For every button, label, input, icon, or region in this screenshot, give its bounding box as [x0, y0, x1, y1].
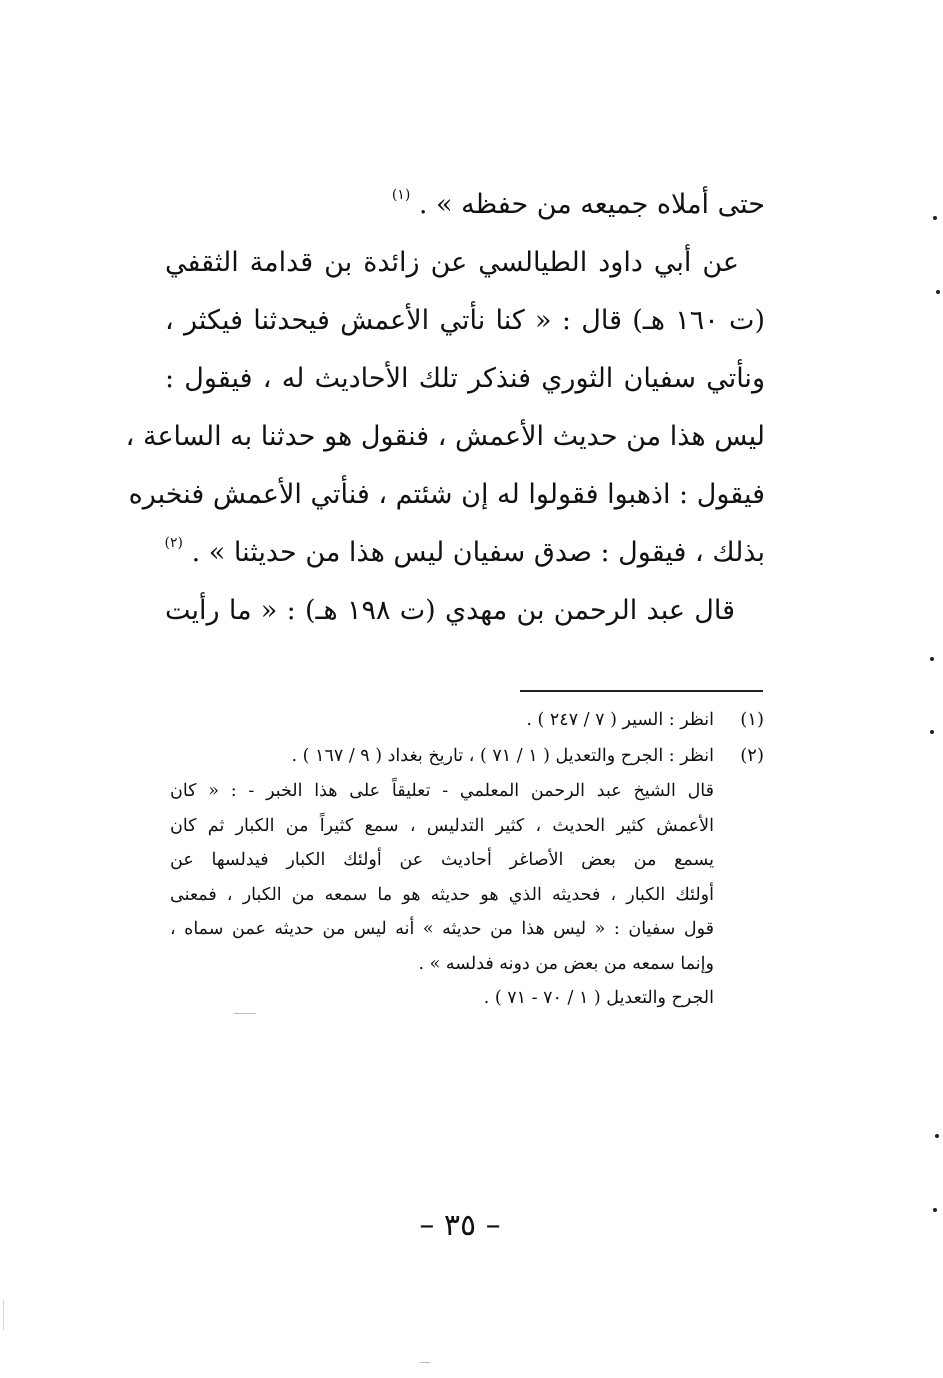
- footnote-line: انظر : الجرح والتعديل ( ١ / ٧١ ) ، تاريخ بغداد ( ٩ / ١٦٧ ) .: [291, 746, 714, 766]
- scan-artifact: [3, 1300, 4, 1330]
- footnote-ref-2: (٢): [164, 535, 183, 551]
- main-line-5: ليس هذا من حديث الأعمش ، فنقول هو حدثنا به الساعة ،: [125, 421, 765, 452]
- main-line-6: فيقول : اذهبوا فقولوا له إن شئتم ، فنأتي الأعمش فنخبره: [128, 479, 765, 510]
- page-number: – ٣٥ –: [419, 1208, 501, 1243]
- footnote-number: (١): [740, 709, 764, 730]
- footnote-line: الجرح والتعديل ( ١ / ٧٠ - ٧١ ) .: [483, 988, 714, 1008]
- footnote-1: [170, 702, 764, 738]
- footnote-line: يسمع من بعض الأصاغر أحاديث عن أولئك الكبار فيدلسها عن: [170, 850, 714, 870]
- footnote-2: [170, 738, 764, 1016]
- scan-speck: [936, 290, 940, 294]
- main-line-7: بذلك ، فيقول : صدق سفيان ليس هذا من حديثنا » . $^{(٢)}$: [164, 535, 765, 568]
- footnotes: [170, 702, 764, 1016]
- footnote-line: أولئك الكبار ، فحديثه الذي هو حديثه هو ما سمعه من الكبار ، فمعنى: [170, 884, 714, 905]
- footnote-line: وإنما سمعه من بعض من دونه فدلسه » .: [418, 953, 714, 974]
- main-line-4: ونأتي سفيان الثوري فنذكر تلك الأحاديث له ، فيقول :: [165, 363, 765, 394]
- footnote-line: قال الشيخ عبد الرحمن المعلمي - تعليقاً على هذا الخبر - : « كان: [170, 781, 714, 801]
- main-line-3: (ت ١٦٠ هـ) قال : « كنا نأتي الأعمش فيحدثنا فيكثر ،: [165, 305, 765, 336]
- scan-speck: [930, 730, 934, 734]
- scan-artifact: [234, 1013, 256, 1014]
- scan-speck: [930, 657, 934, 661]
- scan-artifact: [420, 1362, 430, 1363]
- footnote-number: (٢): [740, 745, 764, 766]
- footnote-body: [170, 702, 724, 738]
- footnote-separator: [520, 690, 763, 692]
- footnote-line: انظر : السير ( ٧ / ٢٤٧ ) .: [526, 710, 714, 730]
- main-text: [125, 176, 765, 640]
- footnote-body: [170, 738, 724, 1016]
- main-line-8: قال عبد الرحمن بن مهدي (ت ١٩٨ هـ) : « ما رأيت: [165, 595, 735, 626]
- main-line-1: حتى أملاه جميعه من حفظه » . $^{(١)}$: [391, 187, 765, 220]
- scan-speck: [933, 1208, 937, 1212]
- footnote-ref-1: (١): [391, 187, 411, 203]
- footnote-line: قول سفيان : « ليس هذا من حديثه » أنه ليس من حديثه عمن سماه ،: [170, 919, 714, 939]
- main-line-2: عن أبي داود الطيالسي عن زائدة بن قدامة الثقفي: [165, 247, 739, 278]
- footnote-line: الأعمش كثير الحديث ، كثير التدليس ، سمع كثيراً من الكبار ثم كان: [170, 815, 714, 836]
- scan-speck: [933, 216, 937, 220]
- scan-speck: [935, 1134, 939, 1138]
